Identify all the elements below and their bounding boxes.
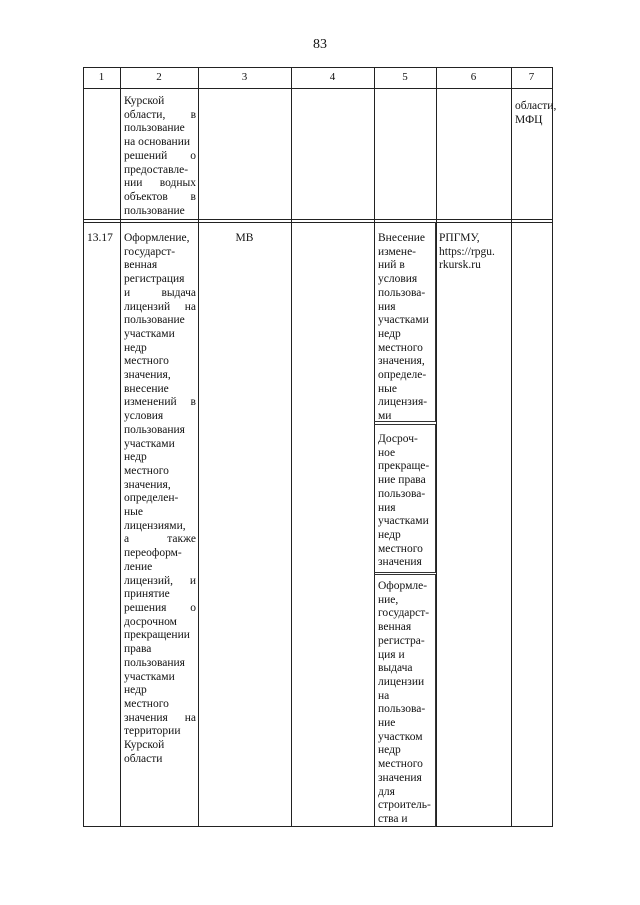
- text-line: лицензия-: [378, 396, 428, 409]
- text-line: участком: [378, 730, 423, 743]
- text-line: области,: [515, 100, 557, 112]
- text-line: РПГМУ,: [439, 232, 480, 244]
- text-line: лицензиями,: [124, 519, 186, 532]
- text-line: Оформле-: [378, 580, 428, 592]
- services-table: [83, 67, 557, 827]
- text-line: территории: [124, 725, 181, 738]
- header-col-2: 2: [156, 71, 162, 83]
- text-line: на основании: [124, 136, 191, 149]
- text-line: лицензии: [378, 675, 425, 688]
- text-line: местного: [124, 355, 169, 368]
- page-number: 83: [313, 37, 327, 52]
- table-border-top: [83, 67, 553, 68]
- text-line: rkursk.ru: [439, 259, 481, 272]
- text-line: венная: [124, 259, 158, 272]
- text-line: пользова-: [378, 703, 426, 716]
- text-line: области, в: [124, 108, 196, 121]
- text-line: пользование: [124, 314, 185, 327]
- row-divider: [83, 222, 553, 223]
- header-col-6: 6: [470, 71, 477, 83]
- text-line: значения,: [378, 355, 425, 368]
- text-line: ние: [378, 717, 396, 730]
- text-line: условия: [378, 273, 418, 286]
- text-line: Оформление,: [124, 232, 190, 244]
- text-line: ния: [378, 300, 396, 313]
- text-line: пользования: [124, 423, 185, 436]
- text-line: регистра-: [378, 634, 425, 647]
- text-line: государст-: [378, 607, 430, 620]
- text-line: права: [124, 643, 152, 656]
- row2-number: 13.17: [87, 232, 113, 244]
- col-divider: [198, 67, 199, 827]
- text-line: местного: [378, 758, 423, 771]
- text-line: недр: [378, 744, 401, 757]
- table-border-left: [83, 67, 84, 827]
- text-line: ми: [378, 410, 392, 423]
- text-line: досрочном: [124, 615, 177, 628]
- text-line: внесение: [124, 382, 169, 395]
- text-line: измене-: [378, 245, 417, 258]
- text-line: Внесение: [378, 232, 425, 244]
- text-line: недр: [378, 528, 401, 541]
- text-line: переоформ-: [124, 547, 182, 560]
- text-line: Досроч-: [378, 433, 418, 445]
- text-line: значения на: [124, 711, 196, 724]
- text-line: регистрация: [124, 273, 185, 286]
- row2-col6-text: [439, 232, 511, 273]
- text-line: недр: [124, 684, 147, 697]
- text-line: нии водных: [124, 177, 196, 190]
- text-line: прекращении: [124, 629, 190, 642]
- text-line: значения,: [124, 369, 171, 382]
- text-line: решений о: [124, 149, 196, 162]
- col-divider: [291, 67, 292, 827]
- text-line: лицензий на: [124, 300, 196, 313]
- text-line: области: [124, 752, 163, 765]
- text-line: ние права: [378, 474, 426, 487]
- text-line: значения: [378, 771, 422, 784]
- text-line: предоставле-: [124, 163, 189, 176]
- text-line: ние,: [378, 593, 399, 606]
- text-line: местного: [124, 697, 169, 710]
- col-divider: [436, 67, 437, 827]
- row-divider: [83, 219, 553, 220]
- text-line: местного: [124, 464, 169, 477]
- text-line: ные: [124, 506, 143, 519]
- text-line: пользование: [124, 122, 185, 135]
- text-line: недр: [124, 341, 147, 354]
- text-line: МФЦ: [515, 113, 543, 126]
- text-line: пользова-: [378, 286, 426, 299]
- text-line: условия: [124, 410, 164, 423]
- text-line: ция и: [378, 648, 405, 661]
- row1-col7-text: [515, 100, 555, 127]
- text-line: на: [378, 689, 390, 702]
- text-line: прекраще-: [378, 460, 430, 473]
- text-line: ные: [378, 382, 397, 395]
- text-line: участками: [124, 327, 175, 340]
- col-divider: [120, 67, 121, 827]
- row1-col2-text: [124, 95, 196, 218]
- text-line: участками: [124, 437, 175, 450]
- row2-col5-block3: [378, 580, 434, 827]
- text-line: недр: [124, 451, 147, 464]
- header-col-5: 5: [402, 71, 408, 83]
- text-line: объектов в: [124, 190, 196, 203]
- text-line: ния: [378, 501, 396, 514]
- header-col-7: 7: [528, 71, 535, 83]
- text-line: государст-: [124, 245, 176, 258]
- row2-col2-text: [124, 232, 196, 766]
- row2-col5-block2: [378, 433, 434, 570]
- header-divider: [83, 88, 553, 89]
- header-col-1: 1: [98, 71, 105, 83]
- text-line: и выдача: [124, 286, 196, 299]
- text-line: ление: [124, 560, 153, 573]
- text-line: строитель-: [378, 799, 431, 812]
- text-line: определен-: [124, 492, 179, 505]
- text-line: венная: [378, 621, 412, 634]
- header-col-4: 4: [329, 71, 336, 83]
- text-line: ства и: [378, 812, 408, 825]
- row2-col3-text: МВ: [235, 232, 254, 244]
- text-line: участками: [124, 670, 175, 683]
- text-line: местного: [378, 542, 423, 555]
- header-col-3: 3: [241, 71, 248, 83]
- row2-col5-block1: [378, 232, 434, 424]
- text-line: пользования: [124, 656, 185, 669]
- text-line: изменений в: [124, 396, 196, 409]
- col-divider: [511, 67, 512, 827]
- text-line: пользова-: [378, 487, 426, 500]
- text-line: Курской: [124, 95, 165, 107]
- text-line: пользование: [124, 204, 185, 217]
- text-line: ное: [378, 446, 396, 459]
- table-border-right: [552, 67, 553, 827]
- text-line: недр: [378, 327, 401, 340]
- text-line: местного: [378, 341, 423, 354]
- text-line: участками: [378, 515, 429, 528]
- text-line: https://rpgu.: [439, 245, 495, 258]
- text-line: значения,: [124, 478, 171, 491]
- text-line: Курской: [124, 739, 165, 752]
- text-line: решения о: [124, 601, 196, 614]
- table-border-bottom: [83, 826, 553, 827]
- text-line: принятие: [124, 588, 170, 601]
- text-line: а также: [124, 533, 196, 546]
- text-line: ний в: [378, 259, 405, 272]
- text-line: выдача: [378, 662, 413, 675]
- text-line: определе-: [378, 369, 427, 382]
- text-line: для: [378, 785, 395, 798]
- text-line: лицензий, и: [124, 574, 196, 587]
- text-line: участками: [378, 314, 429, 327]
- text-line: значения: [378, 556, 422, 569]
